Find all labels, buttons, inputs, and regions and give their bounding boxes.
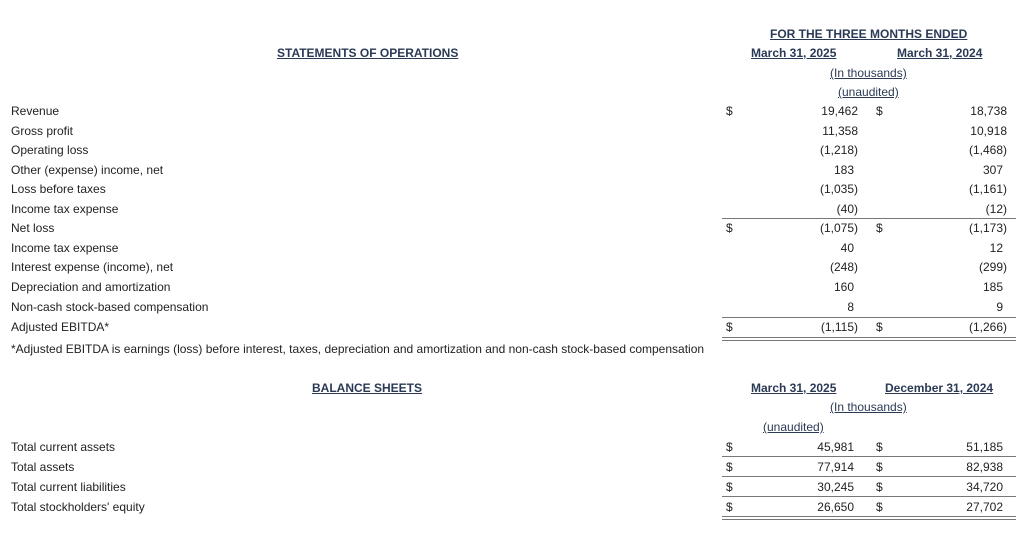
ops-row-label: Loss before taxes bbox=[11, 182, 106, 196]
row-rule bbox=[722, 456, 1016, 457]
ops-row-value-2025: (1,075) bbox=[819, 221, 858, 235]
ops-row-value-2025: (248) bbox=[829, 260, 858, 274]
ops-footnote: *Adjusted EBITDA is earnings (loss) before interest, taxes, depreciation and amortization and non-cash stock-based compensation bbox=[11, 342, 705, 356]
total-double-rule bbox=[722, 340, 1016, 341]
bs-audit: (unaudited) bbox=[763, 420, 824, 434]
bs-row-currency: $ bbox=[876, 480, 883, 494]
bs-row-currency: $ bbox=[726, 440, 733, 454]
bs-row-value-2024: 51,185 bbox=[966, 440, 1003, 454]
ops-row-value-2025: (1,035) bbox=[819, 182, 858, 196]
ops-col2-header: March 31, 2024 bbox=[897, 46, 983, 60]
ops-row-value-2025: 183 bbox=[833, 163, 854, 177]
total-double-rule bbox=[722, 337, 1016, 338]
ops-row-label: Gross profit bbox=[11, 124, 74, 138]
ops-row-value-2024: 185 bbox=[982, 280, 1003, 294]
ops-units: (In thousands) bbox=[830, 66, 907, 80]
ops-row-value-2025: 40 bbox=[840, 241, 854, 255]
bs-row-value-2024: 82,938 bbox=[966, 460, 1003, 474]
bs-row-label: Total stockholders' equity bbox=[11, 500, 145, 514]
bs-row-value-2025: 26,650 bbox=[817, 500, 854, 514]
bs-row-label: Total current assets bbox=[11, 440, 116, 454]
ops-row-currency: $ bbox=[726, 104, 733, 118]
ops-row-label: Income tax expense bbox=[11, 241, 119, 255]
bs-row-currency: $ bbox=[876, 500, 883, 514]
bs-row-currency: $ bbox=[726, 460, 733, 474]
bs-row-currency: $ bbox=[726, 500, 733, 514]
ops-row-label: Depreciation and amortization bbox=[11, 280, 171, 294]
ops-row-value-2024: (1,468) bbox=[968, 143, 1007, 157]
ops-row-value-2024: 18,738 bbox=[970, 104, 1007, 118]
bs-row-value-2024: 27,702 bbox=[966, 500, 1003, 514]
bs-row-value-2024: 34,720 bbox=[966, 480, 1003, 494]
bs-col2-header: December 31, 2024 bbox=[885, 381, 994, 395]
ops-row-value-2025: 160 bbox=[833, 280, 854, 294]
bs-row-value-2025: 45,981 bbox=[817, 440, 854, 454]
ops-row-value-2024: 9 bbox=[996, 300, 1003, 314]
ops-period-header: FOR THE THREE MONTHS ENDED bbox=[770, 27, 968, 41]
subtotal-rule bbox=[722, 317, 1016, 318]
ops-row-value-2024: (12) bbox=[985, 202, 1007, 216]
ops-row-label: Other (expense) income, net bbox=[11, 163, 164, 177]
bs-col1-header: March 31, 2025 bbox=[751, 381, 837, 395]
row-rule bbox=[722, 496, 1016, 497]
ops-row-currency: $ bbox=[726, 320, 733, 334]
total-double-rule bbox=[722, 516, 1016, 517]
ops-row-value-2024: 307 bbox=[982, 163, 1003, 177]
bs-row-label: Total current liabilities bbox=[11, 480, 126, 494]
ops-row-value-2024: (1,173) bbox=[968, 221, 1007, 235]
ops-row-value-2024: (1,161) bbox=[968, 182, 1007, 196]
bs-row-currency: $ bbox=[876, 460, 883, 474]
bs-row-currency: $ bbox=[876, 440, 883, 454]
ops-title: STATEMENTS OF OPERATIONS bbox=[277, 46, 459, 60]
ops-row-currency: $ bbox=[876, 320, 883, 334]
ops-row-value-2024: 12 bbox=[989, 241, 1003, 255]
bs-row-currency: $ bbox=[726, 480, 733, 494]
ops-row-label: Net loss bbox=[11, 221, 55, 235]
ops-row-value-2025: (1,218) bbox=[819, 143, 858, 157]
subtotal-rule bbox=[722, 218, 1016, 219]
ops-row-label: Adjusted EBITDA* bbox=[11, 320, 110, 334]
bs-row-value-2025: 30,245 bbox=[817, 480, 854, 494]
ops-row-value-2024: 10,918 bbox=[970, 124, 1007, 138]
row-rule bbox=[722, 476, 1016, 477]
ops-row-currency: $ bbox=[876, 221, 883, 235]
ops-row-value-2025: 19,462 bbox=[821, 104, 858, 118]
ops-row-label: Income tax expense bbox=[11, 202, 119, 216]
ops-row-label: Revenue bbox=[11, 104, 60, 118]
ops-row-value-2025: 8 bbox=[847, 300, 854, 314]
ops-row-value-2025: (1,115) bbox=[820, 320, 858, 334]
ops-row-value-2025: (40) bbox=[836, 202, 858, 216]
ops-row-value-2025: 11,358 bbox=[822, 124, 858, 138]
ops-row-currency: $ bbox=[876, 104, 883, 118]
ops-row-label: Interest expense (income), net bbox=[11, 260, 174, 274]
ops-row-value-2024: (299) bbox=[978, 260, 1007, 274]
ops-col1-header: March 31, 2025 bbox=[751, 46, 837, 60]
ops-row-value-2024: (1,266) bbox=[968, 320, 1007, 334]
ops-row-label: Operating loss bbox=[11, 143, 89, 157]
ops-row-currency: $ bbox=[726, 221, 733, 235]
bs-title: BALANCE SHEETS bbox=[312, 381, 423, 395]
ops-row-label: Non-cash stock-based compensation bbox=[11, 300, 209, 314]
ops-audit: (unaudited) bbox=[838, 85, 899, 99]
bs-row-value-2025: 77,914 bbox=[817, 460, 854, 474]
total-double-rule bbox=[722, 519, 1016, 520]
bs-units: (In thousands) bbox=[830, 400, 907, 414]
bs-row-label: Total assets bbox=[11, 460, 75, 474]
